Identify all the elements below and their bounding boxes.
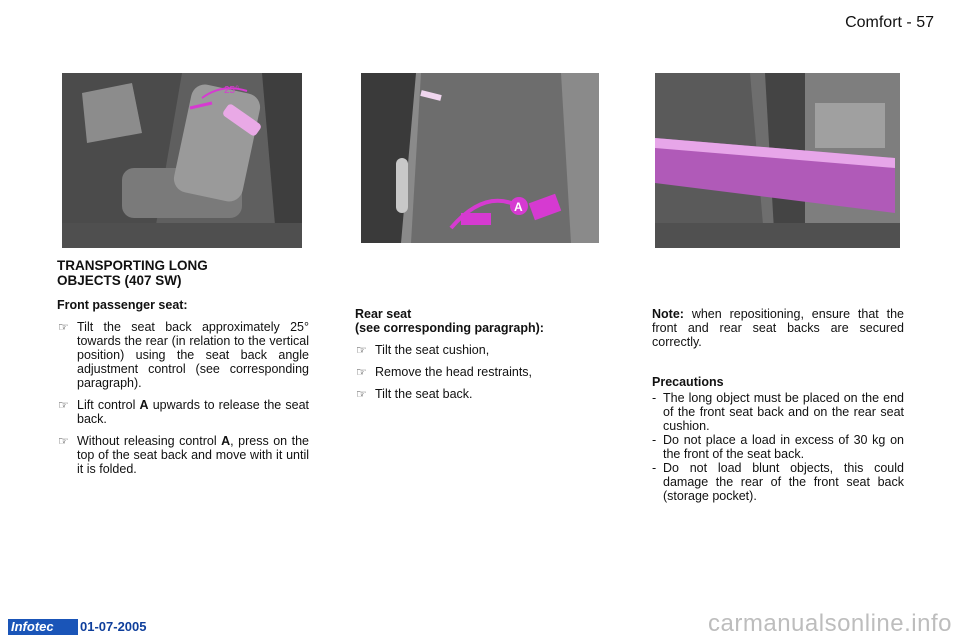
list-item xyxy=(57,320,309,390)
pointing-hand-icon: ☞ xyxy=(356,387,367,401)
list-item xyxy=(355,365,605,379)
list-item-text: Remove the head restraints, xyxy=(375,365,533,379)
list-item-text: Tilt the seat back approximately 25° towards the rear (in relation to the vertical position) using the seat back angle adjustment control (see corresponding paragraph). xyxy=(77,320,309,390)
rear-seat-heading-line1: Rear seat xyxy=(355,307,412,321)
list-item-text: Do not load blunt objects, this could damage the rear of the front seat back (storage pocket). xyxy=(663,461,904,503)
page-title xyxy=(57,258,297,288)
pointing-hand-icon: ☞ xyxy=(58,434,69,448)
dash-marker: - xyxy=(652,433,657,447)
title-line-1: TRANSPORTING LONG xyxy=(57,258,208,273)
pointing-hand-icon: ☞ xyxy=(58,398,69,412)
dash-marker: - xyxy=(652,461,657,475)
list-item xyxy=(652,433,904,461)
list-item xyxy=(57,398,309,426)
page-header xyxy=(845,14,934,32)
note-paragraph xyxy=(652,307,904,349)
list-item-text: Tilt the seat back. xyxy=(375,387,473,401)
list-item xyxy=(652,461,904,503)
list-item-text: , press on the top of the seat back and move with it until it is folded. xyxy=(77,434,309,476)
pointing-hand-icon: ☞ xyxy=(356,365,367,379)
notes-section xyxy=(652,307,904,503)
list-item xyxy=(355,387,605,401)
control-label: A xyxy=(514,200,523,214)
list-item xyxy=(355,343,605,357)
front-seat-section xyxy=(57,298,309,476)
watermark: carmanualsonline.info xyxy=(708,610,952,637)
dash-marker: - xyxy=(652,391,657,405)
list-item xyxy=(57,434,309,476)
seat-control-photo xyxy=(361,73,599,243)
page-number: 57 xyxy=(916,14,934,31)
rear-seat-section xyxy=(355,307,605,401)
pointing-hand-icon: ☞ xyxy=(58,320,69,334)
front-seat-photo xyxy=(62,73,302,248)
front-seat-heading: Front passenger seat: xyxy=(57,298,188,312)
note-label: Note: xyxy=(652,307,684,321)
title-line-2: OBJECTS (407 SW) xyxy=(57,273,182,288)
rear-seat-heading xyxy=(355,307,605,335)
list-item-text: Do not place a load in excess of 30 kg on the front of the seat back. xyxy=(663,433,904,461)
note-text: when repositioning, ensure that the front and rear seat backs are secured correctly. xyxy=(652,307,904,349)
angle-label: 25° xyxy=(224,85,240,96)
infotec-badge: Infotec xyxy=(8,619,78,635)
long-object-photo xyxy=(655,73,900,248)
list-item-text: The long object must be placed on the end of the front seat back and on the rear seat cushion. xyxy=(663,391,904,433)
header-separator: - xyxy=(906,14,912,31)
control-ref: A xyxy=(221,434,231,448)
list-item-text: Without releasing control xyxy=(77,434,222,448)
list-item-text: Lift control xyxy=(77,398,140,412)
list-item-text: Tilt the seat cushion, xyxy=(375,343,490,357)
control-ref: A xyxy=(139,398,149,412)
section-title: Comfort xyxy=(845,14,902,31)
precautions-heading: Precautions xyxy=(652,375,724,389)
print-date: 01-07-2005 xyxy=(80,619,147,634)
list-item-text: upwards to release the seat back. xyxy=(77,398,309,426)
pointing-hand-icon: ☞ xyxy=(356,343,367,357)
rear-seat-heading-line2: (see corresponding paragraph): xyxy=(355,321,544,335)
list-item xyxy=(652,391,904,433)
